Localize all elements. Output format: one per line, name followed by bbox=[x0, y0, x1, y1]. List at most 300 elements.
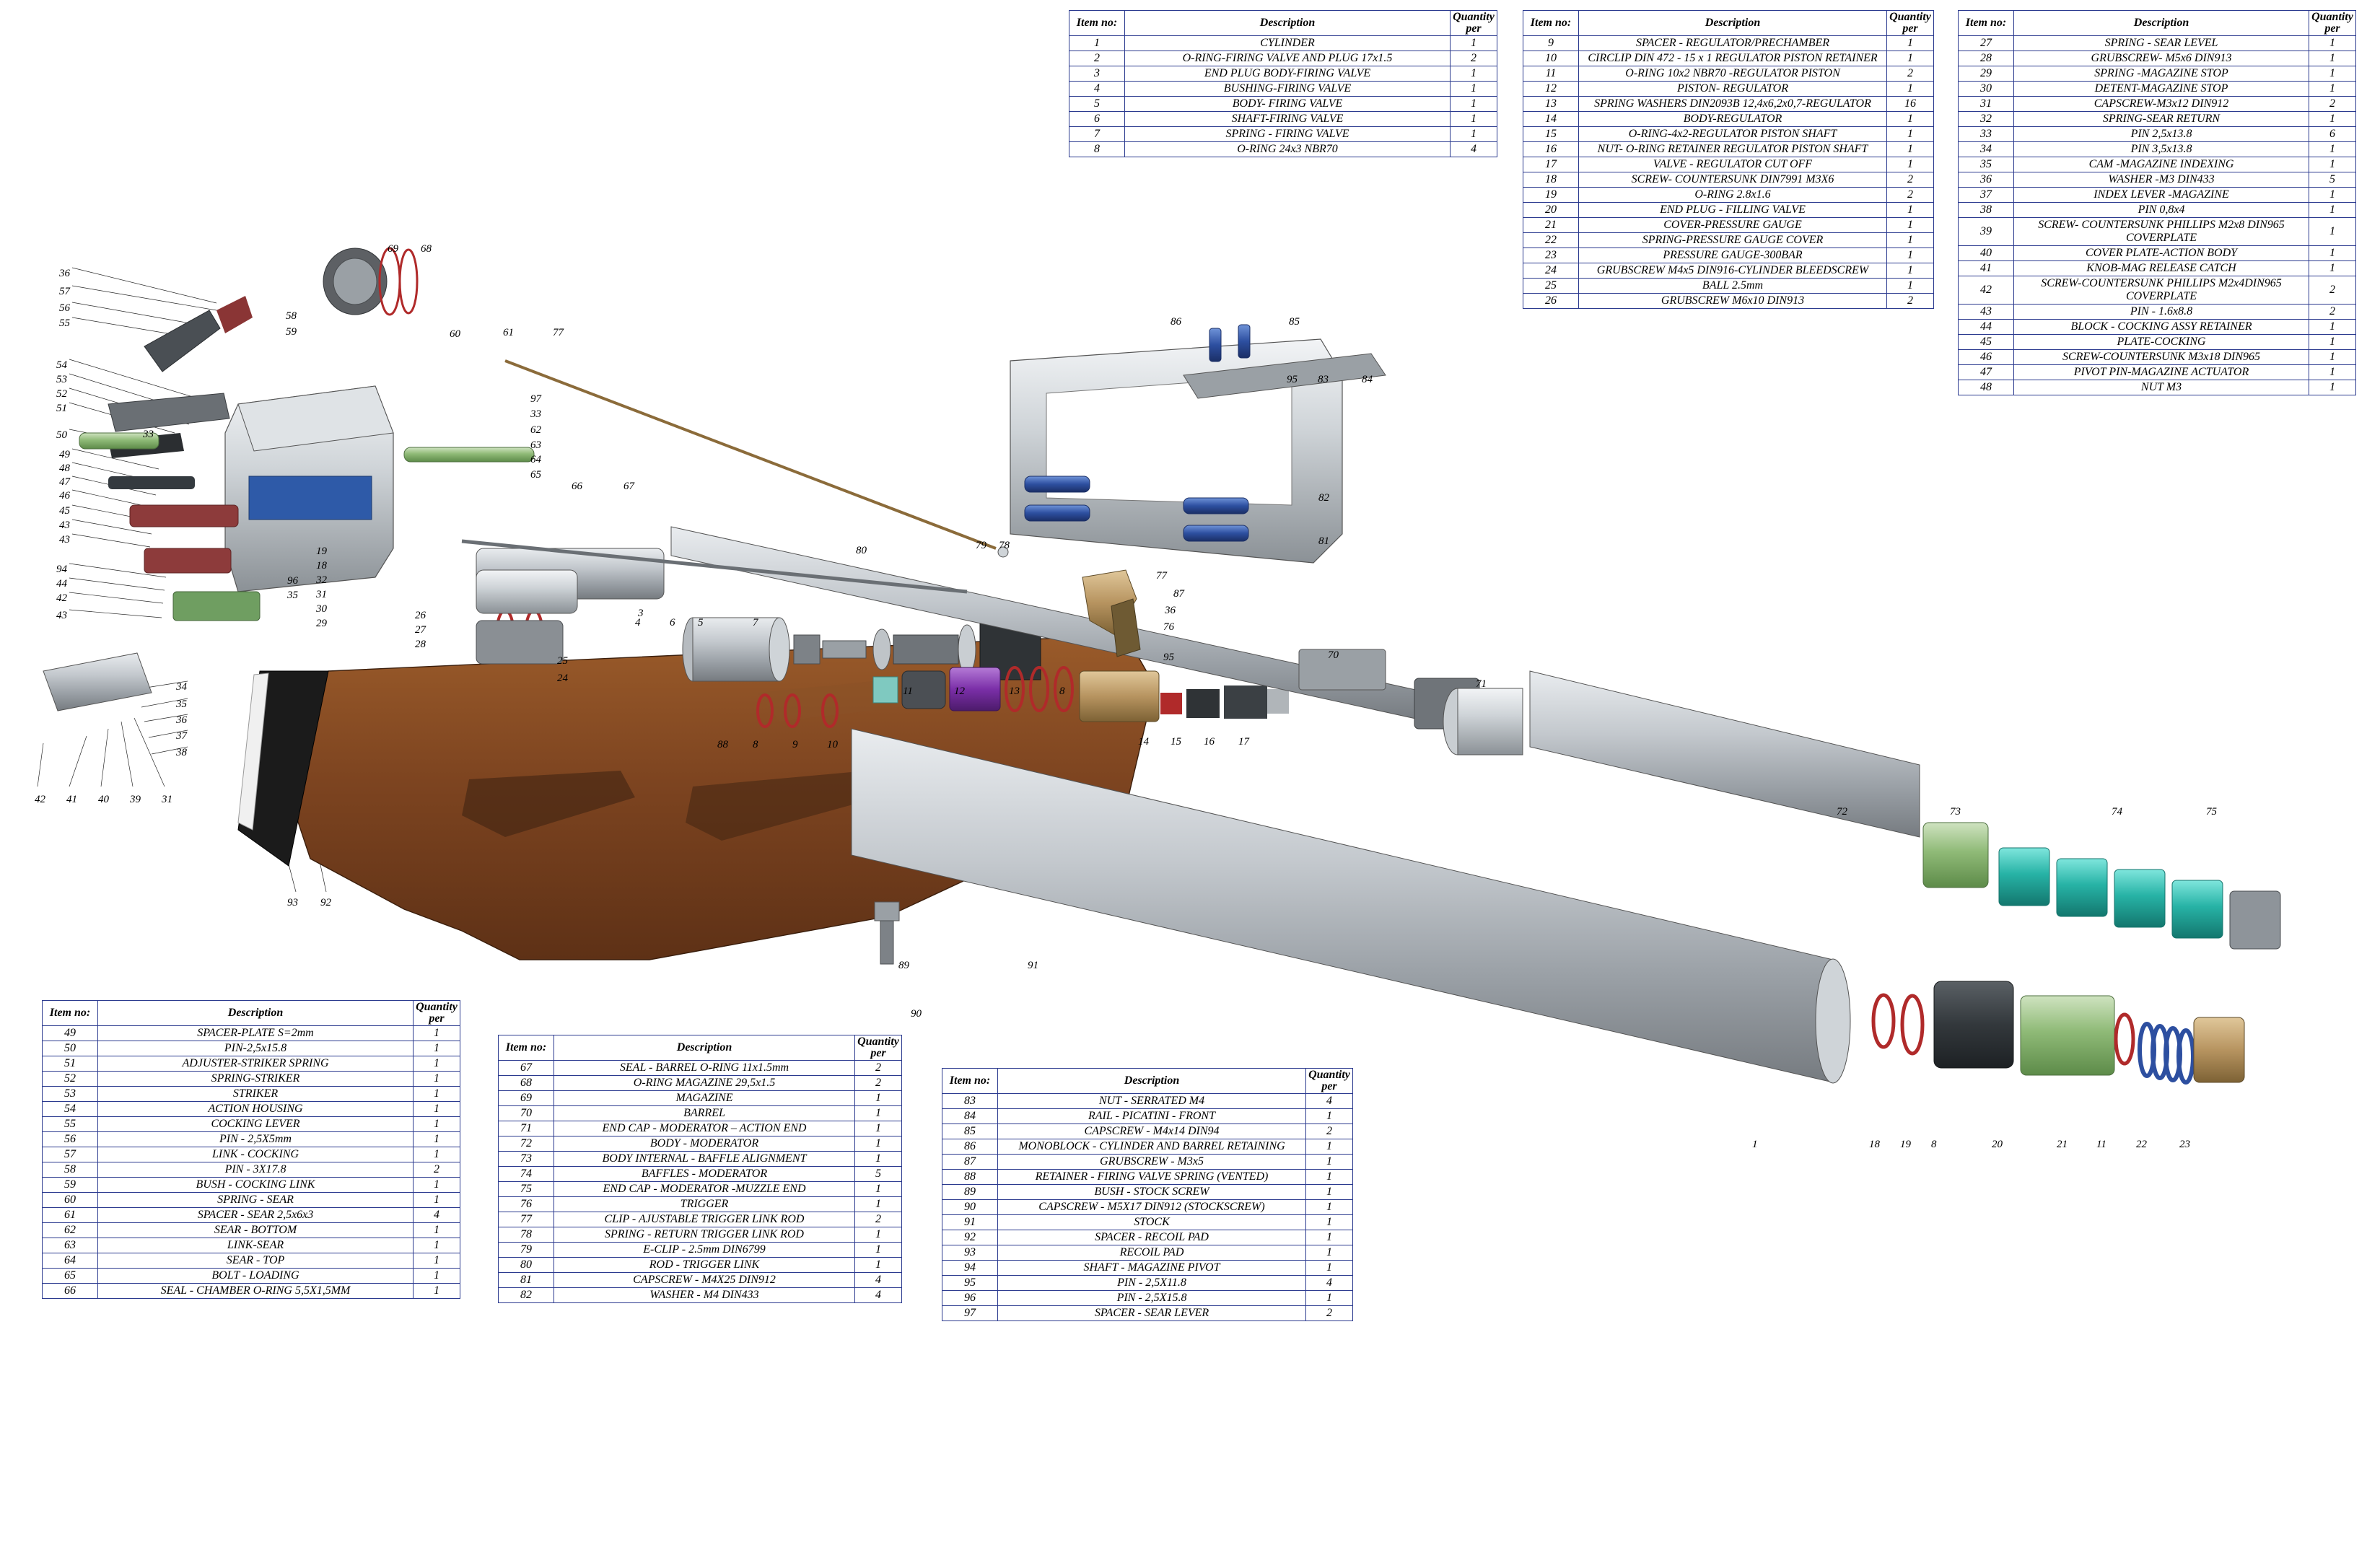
callout-number: 45 bbox=[59, 505, 70, 517]
cell-item-no: 31 bbox=[1959, 97, 2014, 112]
cell-quantity: 1 bbox=[1306, 1155, 1353, 1170]
cell-quantity: 2 bbox=[414, 1162, 460, 1178]
cell-item-no: 26 bbox=[1523, 294, 1579, 309]
cell-item-no: 9 bbox=[1523, 36, 1579, 51]
cell-quantity: 1 bbox=[414, 1102, 460, 1117]
callout-number: 71 bbox=[1476, 678, 1487, 690]
table-row bbox=[942, 1185, 1353, 1200]
callout-number: 24 bbox=[557, 673, 568, 684]
cell-item-no: 57 bbox=[43, 1147, 98, 1162]
table-row bbox=[1523, 142, 1934, 157]
callout-number: 21 bbox=[2057, 1139, 2068, 1150]
col-item-no: Item no: bbox=[499, 1035, 554, 1061]
callout-number: 83 bbox=[1318, 374, 1329, 385]
cell-description: INDEX LEVER -MAGAZINE bbox=[2014, 188, 2309, 203]
callout-number: 52 bbox=[56, 388, 67, 400]
cell-quantity: 1 bbox=[2309, 380, 2356, 395]
callout-number: 27 bbox=[415, 624, 426, 636]
cell-quantity: 1 bbox=[2309, 36, 2356, 51]
cell-item-no: 3 bbox=[1069, 66, 1125, 82]
cell-item-no: 66 bbox=[43, 1284, 98, 1299]
table-row bbox=[1959, 172, 2356, 188]
cell-description: BODY - MODERATOR bbox=[554, 1136, 855, 1152]
cell-description: VALVE - REGULATOR CUT OFF bbox=[1579, 157, 1887, 172]
cell-item-no: 37 bbox=[1959, 188, 2014, 203]
table-row bbox=[499, 1167, 902, 1182]
cell-description: SEAR - TOP bbox=[98, 1253, 414, 1269]
table-row bbox=[1523, 218, 1934, 233]
table-row bbox=[1959, 112, 2356, 127]
table-row bbox=[1523, 172, 1934, 188]
cell-item-no: 34 bbox=[1959, 142, 2014, 157]
cell-description: O-RING 24x3 NBR70 bbox=[1125, 142, 1451, 157]
cell-item-no: 20 bbox=[1523, 203, 1579, 218]
table-row bbox=[1523, 157, 1934, 172]
cell-quantity: 2 bbox=[1451, 51, 1497, 66]
cell-description: END CAP - MODERATOR -MUZZLE END bbox=[554, 1182, 855, 1197]
callout-number: 61 bbox=[503, 327, 514, 338]
callout-number: 33 bbox=[143, 429, 154, 440]
callout-number: 40 bbox=[98, 794, 109, 805]
cell-item-no: 51 bbox=[43, 1056, 98, 1072]
cell-description: BODY INTERNAL - BAFFLE ALIGNMENT bbox=[554, 1152, 855, 1167]
callout-number: 14 bbox=[1138, 736, 1149, 748]
table-row bbox=[1523, 97, 1934, 112]
callout-number: 95 bbox=[1163, 652, 1174, 663]
callout-number: 7 bbox=[753, 617, 758, 628]
cell-quantity: 1 bbox=[855, 1121, 902, 1136]
cell-description: SCREW- COUNTERSUNK PHILLIPS M2x8 DIN965 COVERPLATE bbox=[2014, 218, 2309, 246]
cell-description: NUT- O-RING RETAINER REGULATOR PISTON SHAFT bbox=[1579, 142, 1887, 157]
table-row bbox=[1069, 112, 1497, 127]
cell-item-no: 88 bbox=[942, 1170, 998, 1185]
cell-item-no: 38 bbox=[1959, 203, 2014, 218]
cell-description: LINK-SEAR bbox=[98, 1238, 414, 1253]
callout-number: 46 bbox=[59, 490, 70, 502]
table-row bbox=[43, 1087, 460, 1102]
cell-description: O-RING 10x2 NBR70 -REGULATOR PISTON bbox=[1579, 66, 1887, 82]
table-row bbox=[1069, 36, 1497, 51]
cell-quantity: 1 bbox=[855, 1182, 902, 1197]
cell-quantity: 1 bbox=[2309, 261, 2356, 276]
cell-item-no: 48 bbox=[1959, 380, 2014, 395]
cell-quantity: 1 bbox=[1887, 112, 1934, 127]
cell-quantity: 2 bbox=[1306, 1306, 1353, 1321]
cell-quantity: 1 bbox=[2309, 335, 2356, 350]
cell-description: SEAL - CHAMBER O-RING 5,5X1,5MM bbox=[98, 1284, 414, 1299]
callout-number: 38 bbox=[176, 747, 187, 758]
cell-quantity: 4 bbox=[855, 1288, 902, 1303]
cell-item-no: 65 bbox=[43, 1269, 98, 1284]
cell-item-no: 10 bbox=[1523, 51, 1579, 66]
cell-quantity: 2 bbox=[1887, 172, 1934, 188]
cell-description: PIN 2,5x13.8 bbox=[2014, 127, 2309, 142]
callout-number: 12 bbox=[954, 686, 965, 697]
cell-description: RAIL - PICATINI - FRONT bbox=[998, 1109, 1306, 1124]
cell-description: CLIP - AJUSTABLE TRIGGER LINK ROD bbox=[554, 1212, 855, 1227]
callout-number: 22 bbox=[2136, 1139, 2147, 1150]
callout-number: 75 bbox=[2206, 806, 2217, 818]
cell-quantity: 1 bbox=[855, 1227, 902, 1243]
callout-number: 8 bbox=[753, 739, 758, 750]
callout-number: 43 bbox=[59, 520, 70, 531]
callout-number: 31 bbox=[316, 589, 327, 600]
callout-number: 29 bbox=[316, 618, 327, 629]
cell-quantity: 1 bbox=[855, 1136, 902, 1152]
cell-quantity: 1 bbox=[1306, 1215, 1353, 1230]
callout-number: 36 bbox=[176, 714, 187, 726]
cell-quantity: 1 bbox=[2309, 365, 2356, 380]
cell-item-no: 50 bbox=[43, 1041, 98, 1056]
cell-description: BOLT - LOADING bbox=[98, 1269, 414, 1284]
cell-description: SPRING - FIRING VALVE bbox=[1125, 127, 1451, 142]
callout-number: 88 bbox=[717, 739, 728, 750]
col-item-no: Item no: bbox=[1959, 11, 2014, 36]
cell-quantity: 1 bbox=[855, 1152, 902, 1167]
cell-item-no: 52 bbox=[43, 1072, 98, 1087]
cell-item-no: 78 bbox=[499, 1227, 554, 1243]
callout-number: 9 bbox=[792, 739, 798, 750]
cell-quantity: 1 bbox=[1306, 1185, 1353, 1200]
cell-description: BARREL bbox=[554, 1106, 855, 1121]
cell-description: CAPSCREW - M4x14 DIN94 bbox=[998, 1124, 1306, 1139]
cell-description: KNOB-MAG RELEASE CATCH bbox=[2014, 261, 2309, 276]
cell-quantity: 1 bbox=[1887, 279, 1934, 294]
cell-item-no: 54 bbox=[43, 1102, 98, 1117]
table-row bbox=[1959, 142, 2356, 157]
cell-quantity: 4 bbox=[1306, 1094, 1353, 1109]
callout-number: 48 bbox=[59, 463, 70, 474]
cell-quantity: 2 bbox=[1306, 1124, 1353, 1139]
table-row bbox=[43, 1102, 460, 1117]
callout-number: 19 bbox=[316, 546, 327, 557]
cell-quantity: 1 bbox=[1306, 1139, 1353, 1155]
cell-quantity: 1 bbox=[2309, 142, 2356, 157]
cell-quantity: 1 bbox=[1306, 1200, 1353, 1215]
callout-number: 51 bbox=[56, 403, 67, 414]
cell-item-no: 96 bbox=[942, 1291, 998, 1306]
table-row bbox=[43, 1162, 460, 1178]
cell-item-no: 27 bbox=[1959, 36, 2014, 51]
cell-quantity: 1 bbox=[1306, 1170, 1353, 1185]
cell-item-no: 71 bbox=[499, 1121, 554, 1136]
cell-item-no: 19 bbox=[1523, 188, 1579, 203]
cell-item-no: 87 bbox=[942, 1155, 998, 1170]
cell-quantity: 2 bbox=[1887, 294, 1934, 309]
callout-number: 60 bbox=[450, 328, 460, 340]
cell-item-no: 29 bbox=[1959, 66, 2014, 82]
cell-quantity: 5 bbox=[855, 1167, 902, 1182]
table-row bbox=[1069, 66, 1497, 82]
cell-description: MAGAZINE bbox=[554, 1091, 855, 1106]
cell-description: CAM -MAGAZINE INDEXING bbox=[2014, 157, 2309, 172]
callout-number: 87 bbox=[1173, 588, 1184, 600]
table-row bbox=[499, 1121, 902, 1136]
table-row bbox=[942, 1291, 1353, 1306]
callout-number: 13 bbox=[1009, 686, 1020, 697]
cell-quantity: 1 bbox=[1887, 203, 1934, 218]
cell-quantity: 1 bbox=[414, 1269, 460, 1284]
table-row bbox=[1959, 276, 2356, 305]
cell-quantity: 1 bbox=[2309, 51, 2356, 66]
cell-quantity: 1 bbox=[414, 1132, 460, 1147]
cell-item-no: 16 bbox=[1523, 142, 1579, 157]
cell-item-no: 92 bbox=[942, 1230, 998, 1245]
cell-description: CAPSCREW-M3x12 DIN912 bbox=[2014, 97, 2309, 112]
cell-description: GRUBSCREW - M3x5 bbox=[998, 1155, 1306, 1170]
cell-item-no: 12 bbox=[1523, 82, 1579, 97]
callout-number: 42 bbox=[56, 592, 67, 604]
cell-description: SPRING-SEAR RETURN bbox=[2014, 112, 2309, 127]
col-quantity: Quantity per bbox=[1306, 1069, 1353, 1094]
cell-description: SPACER - SEAR LEVER bbox=[998, 1306, 1306, 1321]
cell-quantity: 1 bbox=[1887, 82, 1934, 97]
table-row bbox=[499, 1227, 902, 1243]
cell-item-no: 84 bbox=[942, 1109, 998, 1124]
cell-description: SPRING-PRESSURE GAUGE COVER bbox=[1579, 233, 1887, 248]
table-row bbox=[1523, 279, 1934, 294]
cell-item-no: 94 bbox=[942, 1261, 998, 1276]
callout-number: 36 bbox=[59, 268, 70, 279]
cell-quantity: 1 bbox=[2309, 203, 2356, 218]
cell-description: WASHER -M3 DIN433 bbox=[2014, 172, 2309, 188]
col-description: Description bbox=[1125, 11, 1451, 36]
callout-number: 54 bbox=[56, 359, 67, 371]
cell-description: SPACER - RECOIL PAD bbox=[998, 1230, 1306, 1245]
callout-number: 6 bbox=[670, 617, 675, 628]
cell-description: SCREW-COUNTERSUNK PHILLIPS M2x4DIN965 COVERPLATE bbox=[2014, 276, 2309, 305]
cell-quantity: 1 bbox=[2309, 82, 2356, 97]
cell-quantity: 1 bbox=[2309, 246, 2356, 261]
callout-number: 81 bbox=[1318, 535, 1329, 547]
col-quantity: Quantity per bbox=[414, 1001, 460, 1026]
table-row bbox=[1959, 157, 2356, 172]
table-row bbox=[942, 1170, 1353, 1185]
cell-item-no: 81 bbox=[499, 1273, 554, 1288]
table-row bbox=[1959, 335, 2356, 350]
cell-item-no: 62 bbox=[43, 1223, 98, 1238]
cell-quantity: 1 bbox=[1306, 1109, 1353, 1124]
cell-item-no: 45 bbox=[1959, 335, 2014, 350]
cell-description: BODY- FIRING VALVE bbox=[1125, 97, 1451, 112]
cell-item-no: 24 bbox=[1523, 263, 1579, 279]
action-housing bbox=[79, 296, 534, 621]
cell-quantity: 1 bbox=[2309, 112, 2356, 127]
callout-number: 58 bbox=[286, 310, 297, 322]
cell-quantity: 1 bbox=[1887, 233, 1934, 248]
cell-description: PIVOT PIN-MAGAZINE ACTUATOR bbox=[2014, 365, 2309, 380]
cell-item-no: 77 bbox=[499, 1212, 554, 1227]
cell-description: SPRING - SEAR LEVEL bbox=[2014, 36, 2309, 51]
callout-number: 20 bbox=[1992, 1139, 2003, 1150]
table-row bbox=[1959, 261, 2356, 276]
cell-description: PIN - 2,5X15.8 bbox=[998, 1291, 1306, 1306]
table-row bbox=[43, 1026, 460, 1041]
cell-description: PIN - 3X17.8 bbox=[98, 1162, 414, 1178]
cell-description: PIN-2,5x15.8 bbox=[98, 1041, 414, 1056]
table-row bbox=[1523, 203, 1934, 218]
cell-quantity: 2 bbox=[1887, 66, 1934, 82]
table-row bbox=[1959, 320, 2356, 335]
table-row bbox=[499, 1182, 902, 1197]
cell-quantity: 16 bbox=[1887, 97, 1934, 112]
cell-description: SPRING -MAGAZINE STOP bbox=[2014, 66, 2309, 82]
cell-item-no: 68 bbox=[499, 1076, 554, 1091]
callout-number: 42 bbox=[35, 794, 45, 805]
cell-item-no: 7 bbox=[1069, 127, 1125, 142]
callout-number: 73 bbox=[1950, 806, 1961, 818]
cell-quantity: 2 bbox=[855, 1076, 902, 1091]
callout-number: 11 bbox=[903, 686, 913, 697]
table-row bbox=[942, 1245, 1353, 1261]
callout-number: 84 bbox=[1362, 374, 1373, 385]
table-row bbox=[1523, 66, 1934, 82]
table-row bbox=[1523, 294, 1934, 309]
table-row bbox=[499, 1091, 902, 1106]
cell-quantity: 2 bbox=[855, 1061, 902, 1076]
table-row bbox=[1523, 248, 1934, 263]
col-description: Description bbox=[98, 1001, 414, 1026]
callout-number: 19 bbox=[1900, 1139, 1911, 1150]
callout-number: 89 bbox=[898, 960, 909, 971]
table-row bbox=[499, 1197, 902, 1212]
bom-table-4 bbox=[42, 1000, 460, 1299]
cell-item-no: 58 bbox=[43, 1162, 98, 1178]
table-row bbox=[43, 1284, 460, 1299]
cell-description: CYLINDER bbox=[1125, 36, 1451, 51]
cell-description: O-RING MAGAZINE 29,5x1.5 bbox=[554, 1076, 855, 1091]
callout-number: 82 bbox=[1318, 492, 1329, 504]
col-description: Description bbox=[554, 1035, 855, 1061]
cell-quantity: 1 bbox=[1887, 51, 1934, 66]
cell-item-no: 32 bbox=[1959, 112, 2014, 127]
cell-description: NUT - SERRATED M4 bbox=[998, 1094, 1306, 1109]
cell-item-no: 47 bbox=[1959, 365, 2014, 380]
cell-quantity: 1 bbox=[1306, 1291, 1353, 1306]
table-row bbox=[43, 1117, 460, 1132]
callout-number: 64 bbox=[530, 454, 541, 465]
cell-description: PIN - 2,5X11.8 bbox=[998, 1276, 1306, 1291]
callout-number: 44 bbox=[56, 578, 67, 590]
cell-quantity: 1 bbox=[414, 1178, 460, 1193]
cell-quantity: 2 bbox=[2309, 97, 2356, 112]
col-quantity: Quantity per bbox=[1451, 11, 1497, 36]
cell-description: BUSH - STOCK SCREW bbox=[998, 1185, 1306, 1200]
cell-quantity: 1 bbox=[1451, 97, 1497, 112]
callout-number: 16 bbox=[1204, 736, 1215, 748]
table-row bbox=[1069, 127, 1497, 142]
cell-quantity: 1 bbox=[1887, 142, 1934, 157]
cell-quantity: 4 bbox=[855, 1273, 902, 1288]
cell-item-no: 11 bbox=[1523, 66, 1579, 82]
cell-quantity: 1 bbox=[2309, 218, 2356, 246]
cell-item-no: 74 bbox=[499, 1167, 554, 1182]
cell-description: PLATE-COCKING bbox=[2014, 335, 2309, 350]
cell-item-no: 83 bbox=[942, 1094, 998, 1109]
table-row bbox=[499, 1243, 902, 1258]
cell-description: ACTION HOUSING bbox=[98, 1102, 414, 1117]
callout-number: 15 bbox=[1171, 736, 1181, 748]
table-row bbox=[942, 1276, 1353, 1291]
cell-item-no: 53 bbox=[43, 1087, 98, 1102]
bom-table-5 bbox=[498, 1035, 902, 1303]
cell-quantity: 2 bbox=[2309, 305, 2356, 320]
cell-item-no: 56 bbox=[43, 1132, 98, 1147]
table-row bbox=[1069, 142, 1497, 157]
table-row bbox=[1523, 188, 1934, 203]
cell-description: BUSH - COCKING LINK bbox=[98, 1178, 414, 1193]
table-row bbox=[499, 1258, 902, 1273]
cell-quantity: 1 bbox=[414, 1041, 460, 1056]
cell-item-no: 4 bbox=[1069, 82, 1125, 97]
table-row bbox=[499, 1061, 902, 1076]
callout-number: 85 bbox=[1289, 316, 1300, 328]
cell-quantity: 1 bbox=[855, 1106, 902, 1121]
cell-quantity: 1 bbox=[1887, 127, 1934, 142]
callout-number: 69 bbox=[388, 243, 398, 255]
cell-quantity: 5 bbox=[2309, 172, 2356, 188]
callout-number: 76 bbox=[1163, 621, 1174, 633]
cell-quantity: 1 bbox=[1887, 36, 1934, 51]
callout-number: 18 bbox=[316, 560, 327, 571]
cell-quantity: 1 bbox=[414, 1238, 460, 1253]
cell-item-no: 39 bbox=[1959, 218, 2014, 246]
table-row bbox=[1069, 82, 1497, 97]
cell-description: SPACER - SEAR 2,5x6x3 bbox=[98, 1208, 414, 1223]
cell-item-no: 23 bbox=[1523, 248, 1579, 263]
cell-quantity: 4 bbox=[1306, 1276, 1353, 1291]
callout-number: 47 bbox=[59, 476, 70, 488]
cell-description: ADJUSTER-STRIKER SPRING bbox=[98, 1056, 414, 1072]
cell-item-no: 14 bbox=[1523, 112, 1579, 127]
callout-number: 30 bbox=[316, 603, 327, 615]
col-item-no: Item no: bbox=[942, 1069, 998, 1094]
cell-description: COVER PLATE-ACTION BODY bbox=[2014, 246, 2309, 261]
table-row bbox=[1523, 82, 1934, 97]
cell-quantity: 1 bbox=[1451, 36, 1497, 51]
table-row bbox=[499, 1136, 902, 1152]
cell-description: PIN - 1.6x8.8 bbox=[2014, 305, 2309, 320]
callout-number: 91 bbox=[1028, 960, 1038, 971]
cell-item-no: 5 bbox=[1069, 97, 1125, 112]
cell-description: BODY-REGULATOR bbox=[1579, 112, 1887, 127]
cell-quantity: 1 bbox=[414, 1056, 460, 1072]
cell-item-no: 80 bbox=[499, 1258, 554, 1273]
cell-description: GRUBSCREW M6x10 DIN913 bbox=[1579, 294, 1887, 309]
callout-number: 4 bbox=[635, 617, 641, 628]
table-row bbox=[1959, 127, 2356, 142]
cell-description: SHAFT-FIRING VALVE bbox=[1125, 112, 1451, 127]
cell-item-no: 42 bbox=[1959, 276, 2014, 305]
callout-number: 35 bbox=[287, 590, 298, 601]
callout-number: 93 bbox=[287, 897, 298, 908]
cell-item-no: 86 bbox=[942, 1139, 998, 1155]
table-row bbox=[499, 1152, 902, 1167]
cell-description: SPRING - RETURN TRIGGER LINK ROD bbox=[554, 1227, 855, 1243]
cell-quantity: 1 bbox=[414, 1193, 460, 1208]
callout-number: 92 bbox=[320, 897, 331, 908]
callout-number: 33 bbox=[530, 408, 541, 420]
callout-number: 26 bbox=[415, 610, 426, 621]
table-row bbox=[1959, 82, 2356, 97]
cell-item-no: 85 bbox=[942, 1124, 998, 1139]
cell-description: SCREW-COUNTERSUNK M3x18 DIN965 bbox=[2014, 350, 2309, 365]
cell-quantity: 1 bbox=[1887, 263, 1934, 279]
callout-number: 8 bbox=[1931, 1139, 1937, 1150]
callout-number: 86 bbox=[1171, 316, 1181, 328]
cell-description: END PLUG - FILLING VALVE bbox=[1579, 203, 1887, 218]
stock-screw bbox=[875, 902, 899, 964]
